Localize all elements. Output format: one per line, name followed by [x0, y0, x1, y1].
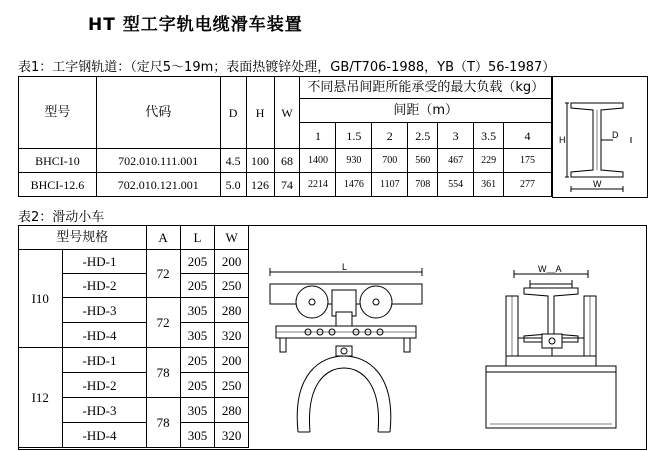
row-load: 1107 [372, 173, 408, 197]
header-l: L [180, 226, 215, 250]
row-a: 78 [146, 398, 180, 448]
rail-spec-table [18, 76, 552, 197]
ibeam-cross-section [553, 77, 647, 197]
row-code: -HD-1 [62, 250, 146, 274]
header-spec: 型号规格 [19, 226, 147, 250]
header-code: 代码 [96, 77, 220, 149]
table2-caption: 表2：滑动小车 [18, 210, 105, 225]
row-w: 280 [215, 298, 249, 323]
spacing-value: 4 [504, 123, 552, 149]
group-model: I12 [19, 348, 63, 448]
row-d: 5.0 [220, 173, 246, 197]
spacing-value: 1.5 [336, 123, 372, 149]
spacing-value: 3 [438, 123, 474, 149]
row-code: 702.010.121.001 [96, 173, 220, 197]
row-code: -HD-1 [62, 348, 146, 373]
row-code: -HD-2 [62, 373, 146, 398]
header-h: H [246, 77, 274, 149]
header-w: W [215, 226, 249, 250]
row-w: 320 [215, 323, 249, 348]
row-load: 1400 [300, 149, 336, 173]
row-load: 700 [372, 149, 408, 173]
row-w: 200 [215, 250, 249, 274]
ibeam-diagram-panel [552, 76, 648, 198]
row-load: 554 [438, 173, 474, 197]
header-spacing: 间距（m） [300, 99, 552, 123]
trolley-side-view [262, 262, 442, 444]
row-code: -HD-3 [62, 298, 146, 323]
dim-w-label: W [593, 179, 602, 189]
trolley-front-view [476, 264, 626, 434]
table-row [19, 250, 249, 274]
row-a: 78 [146, 348, 180, 398]
row-w: 320 [215, 423, 249, 448]
row-code: -HD-3 [62, 398, 146, 423]
row-code: 702.010.111.001 [96, 149, 220, 173]
row-l: 305 [180, 423, 215, 448]
group-model: I10 [19, 250, 63, 348]
spacing-value: 3.5 [474, 123, 504, 149]
table-row [19, 173, 552, 197]
spacing-value: 2 [372, 123, 408, 149]
row-a: 72 [146, 250, 180, 298]
row-load: 708 [408, 173, 438, 197]
row-model: BHCI-12.6 [19, 173, 97, 197]
row-load: 277 [504, 173, 552, 197]
dim-wa-label: W＿A [538, 264, 562, 274]
header-model: 型号 [19, 77, 97, 149]
row-a: 72 [146, 298, 180, 348]
trolley-spec-table [18, 225, 249, 448]
row-code: -HD-4 [62, 423, 146, 448]
row-w: 250 [215, 274, 249, 298]
row-h: 100 [246, 149, 274, 173]
row-w: 200 [215, 348, 249, 373]
row-w: 74 [274, 173, 300, 197]
row-l: 205 [180, 274, 215, 298]
dim-l-label: L [342, 262, 348, 272]
row-code: -HD-4 [62, 323, 146, 348]
row-w: 250 [215, 373, 249, 398]
row-l: 205 [180, 348, 215, 373]
row-load: 175 [504, 149, 552, 173]
row-l: 305 [180, 323, 215, 348]
header-w: W [274, 77, 300, 149]
row-w: 68 [274, 149, 300, 173]
row-load: 2214 [300, 173, 336, 197]
row-load: 1476 [336, 173, 372, 197]
row-model: BHCI-10 [19, 149, 97, 173]
row-load: 361 [474, 173, 504, 197]
row-l: 205 [180, 250, 215, 274]
page-title: HT 型工字轨电缆滑车装置 [88, 15, 303, 35]
row-load: 467 [438, 149, 474, 173]
dim-d-label: D [612, 130, 619, 140]
spacing-value: 1 [300, 123, 336, 149]
table1-caption: 表1：工字钢轨道：（定尺5～19m；表面热镀锌处理，GB/T706-1988，YB（T）56-1987） [18, 60, 556, 75]
dim-h-label: H [559, 135, 566, 145]
table-row [19, 348, 249, 373]
row-w: 280 [215, 398, 249, 423]
header-a: A [146, 226, 180, 250]
row-load: 560 [408, 149, 438, 173]
row-l: 305 [180, 298, 215, 323]
header-load: 不同悬吊间距所能承受的最大负载（kg） [300, 77, 552, 99]
header-d: D [220, 77, 246, 149]
table-row [19, 149, 552, 173]
row-load: 229 [474, 149, 504, 173]
row-l: 305 [180, 398, 215, 423]
row-load: 930 [336, 149, 372, 173]
row-code: -HD-2 [62, 274, 146, 298]
row-h: 126 [246, 173, 274, 197]
row-l: 205 [180, 373, 215, 398]
row-d: 4.5 [220, 149, 246, 173]
spacing-value: 2.5 [408, 123, 438, 149]
